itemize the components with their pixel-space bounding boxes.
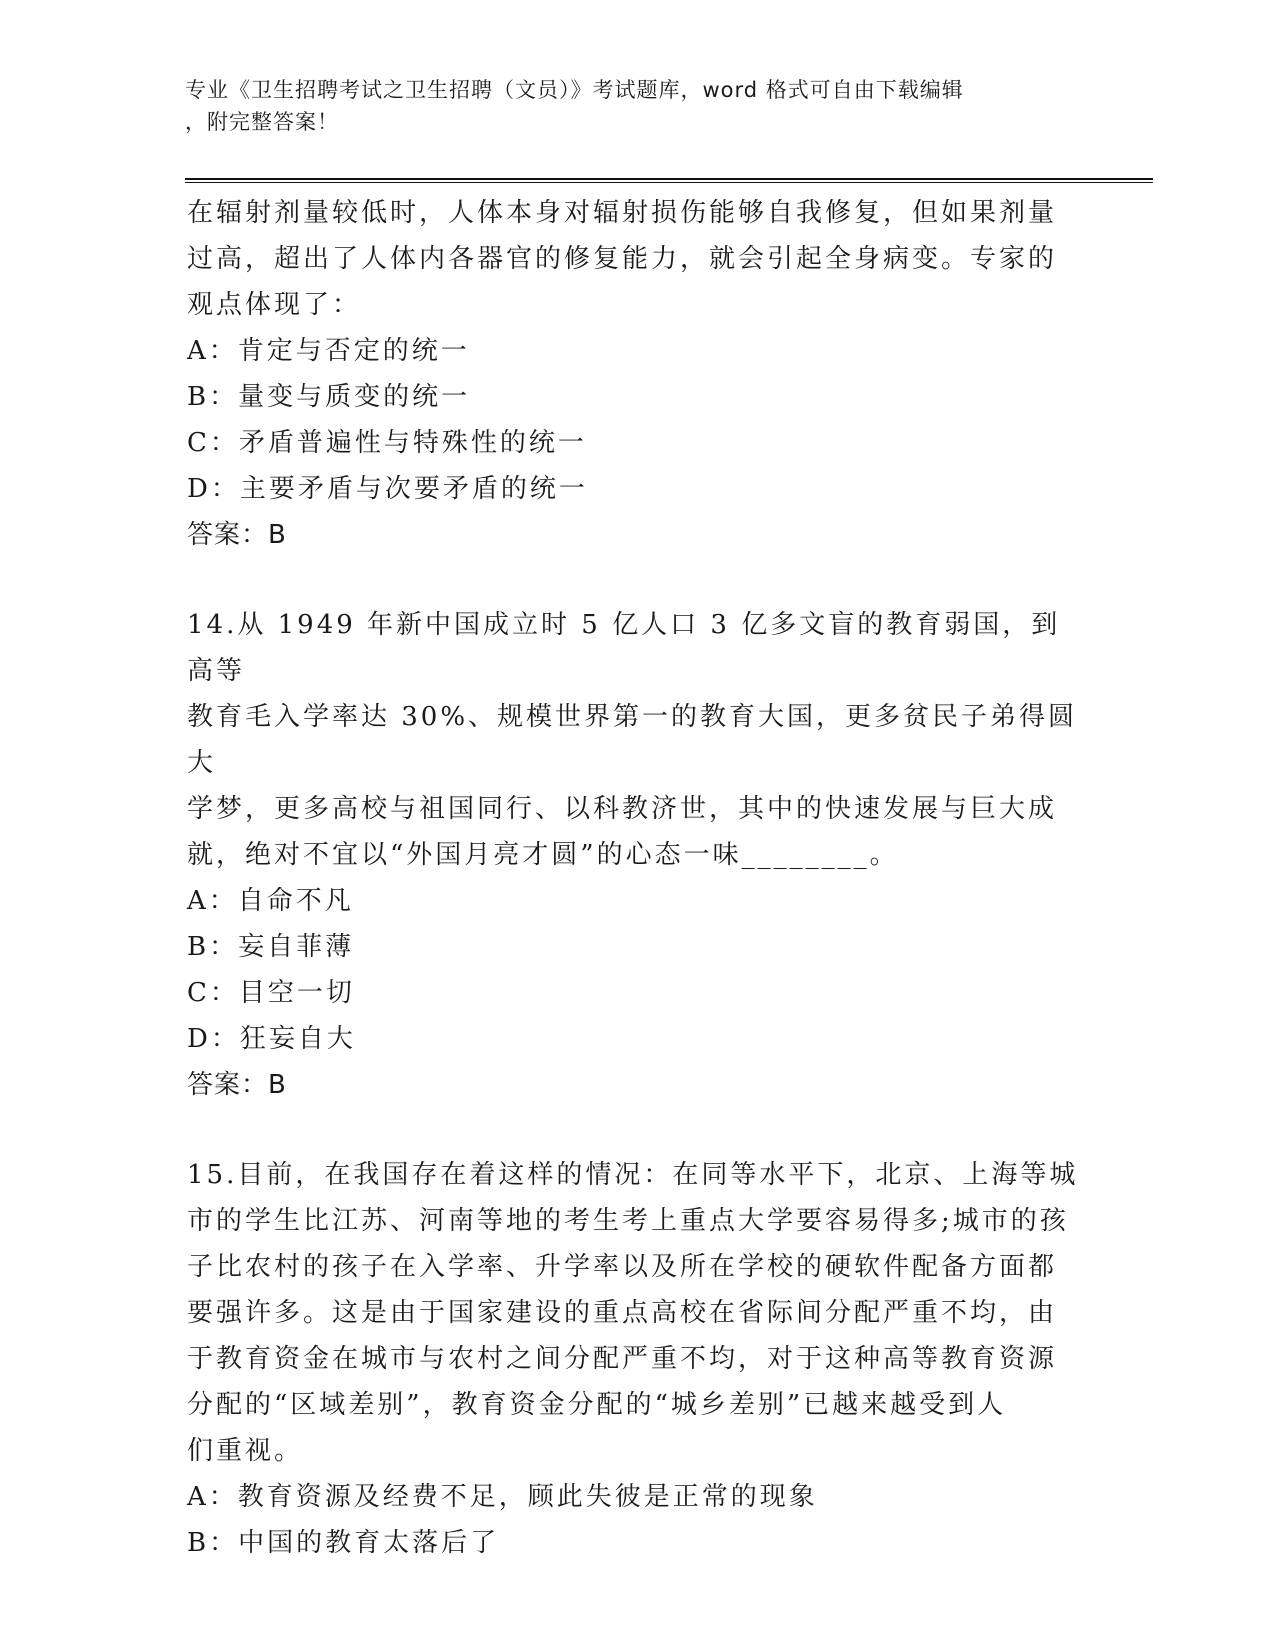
- question-15: [187, 1152, 1087, 1566]
- header-divider: [185, 178, 1153, 183]
- question-stem-line: 市的学生比江苏、河南等地的考生考上重点大学要容易得多;城市的孩: [187, 1206, 1069, 1236]
- question-stem-line: 就，绝对不宜以“外国月亮才圆”的心态一味________。: [187, 840, 899, 870]
- question-stem-line: 15.目前，在我国存在着这样的情况：在同等水平下，北京、上海等城: [187, 1160, 1079, 1190]
- question-list: [187, 190, 1087, 1566]
- header-title-line2: ，附完整答案！: [185, 110, 339, 134]
- question-14: [187, 602, 1087, 1108]
- question-spacer: [187, 558, 1087, 602]
- header-title-line1: 专业《卫生招聘考试之卫生招聘（文员）》考试题库，word 格式可自由下载编辑: [185, 78, 964, 102]
- question-stem-line: 于教育资金在城市与农村之间分配严重不均，对于这种高等教育资源: [187, 1344, 1058, 1374]
- question-stem-line: 分配的“区域差别”，教育资金分配的“城乡差别”已越来越受到人: [187, 1390, 1007, 1420]
- option-b: B：中国的教育太落后了: [187, 1528, 500, 1558]
- question-stem-line: 观点体现了：: [187, 290, 362, 320]
- option-a: A：肯定与否定的统一: [187, 336, 470, 366]
- option-a: A：教育资源及经费不足，顾此失彼是正常的现象: [187, 1482, 818, 1512]
- option-b: B：量变与质变的统一: [187, 382, 471, 412]
- question-stem-line: 们重视。: [187, 1436, 304, 1466]
- option-d: D：主要矛盾与次要矛盾的统一: [187, 474, 588, 504]
- option-c: C：目空一切: [187, 978, 355, 1008]
- question-stem-line: 在辐射剂量较低时，人体本身对辐射损伤能够自我修复，但如果剂量: [187, 198, 1058, 228]
- answer-label: 答案：B: [187, 520, 287, 550]
- option-a: A：自命不凡: [187, 886, 354, 916]
- question-stem-line: 学梦，更多高校与祖国同行、以科教济世，其中的快速发展与巨大成: [187, 794, 1058, 824]
- option-c: C：矛盾普遍性与特殊性的统一: [187, 428, 587, 458]
- question-stem-line: 要强许多。这是由于国家建设的重点高校在省际间分配严重不均，由: [187, 1298, 1058, 1328]
- question-stem-line: 子比农村的孩子在入学率、升学率以及所在学校的硬软件配备方面都: [187, 1252, 1058, 1282]
- document-header: [185, 74, 1085, 138]
- question-spacer: [187, 1108, 1087, 1152]
- answer-label: 答案：B: [187, 1070, 287, 1100]
- question-stem-line: 过高，超出了人体内各器官的修复能力，就会引起全身病变。专家的: [187, 244, 1058, 274]
- question-stem-line: 14.从 1949 年新中国成立时 5 亿人口 3 亿多文盲的教育弱国，到高等: [187, 610, 1061, 686]
- question-stem-line: 教育毛入学率达 30%、规模世界第一的教育大国，更多贫民子弟得圆大: [187, 702, 1078, 778]
- option-b: B：妄自菲薄: [187, 932, 355, 962]
- option-d: D：狂妄自大: [187, 1024, 356, 1054]
- question-13: [187, 190, 1087, 558]
